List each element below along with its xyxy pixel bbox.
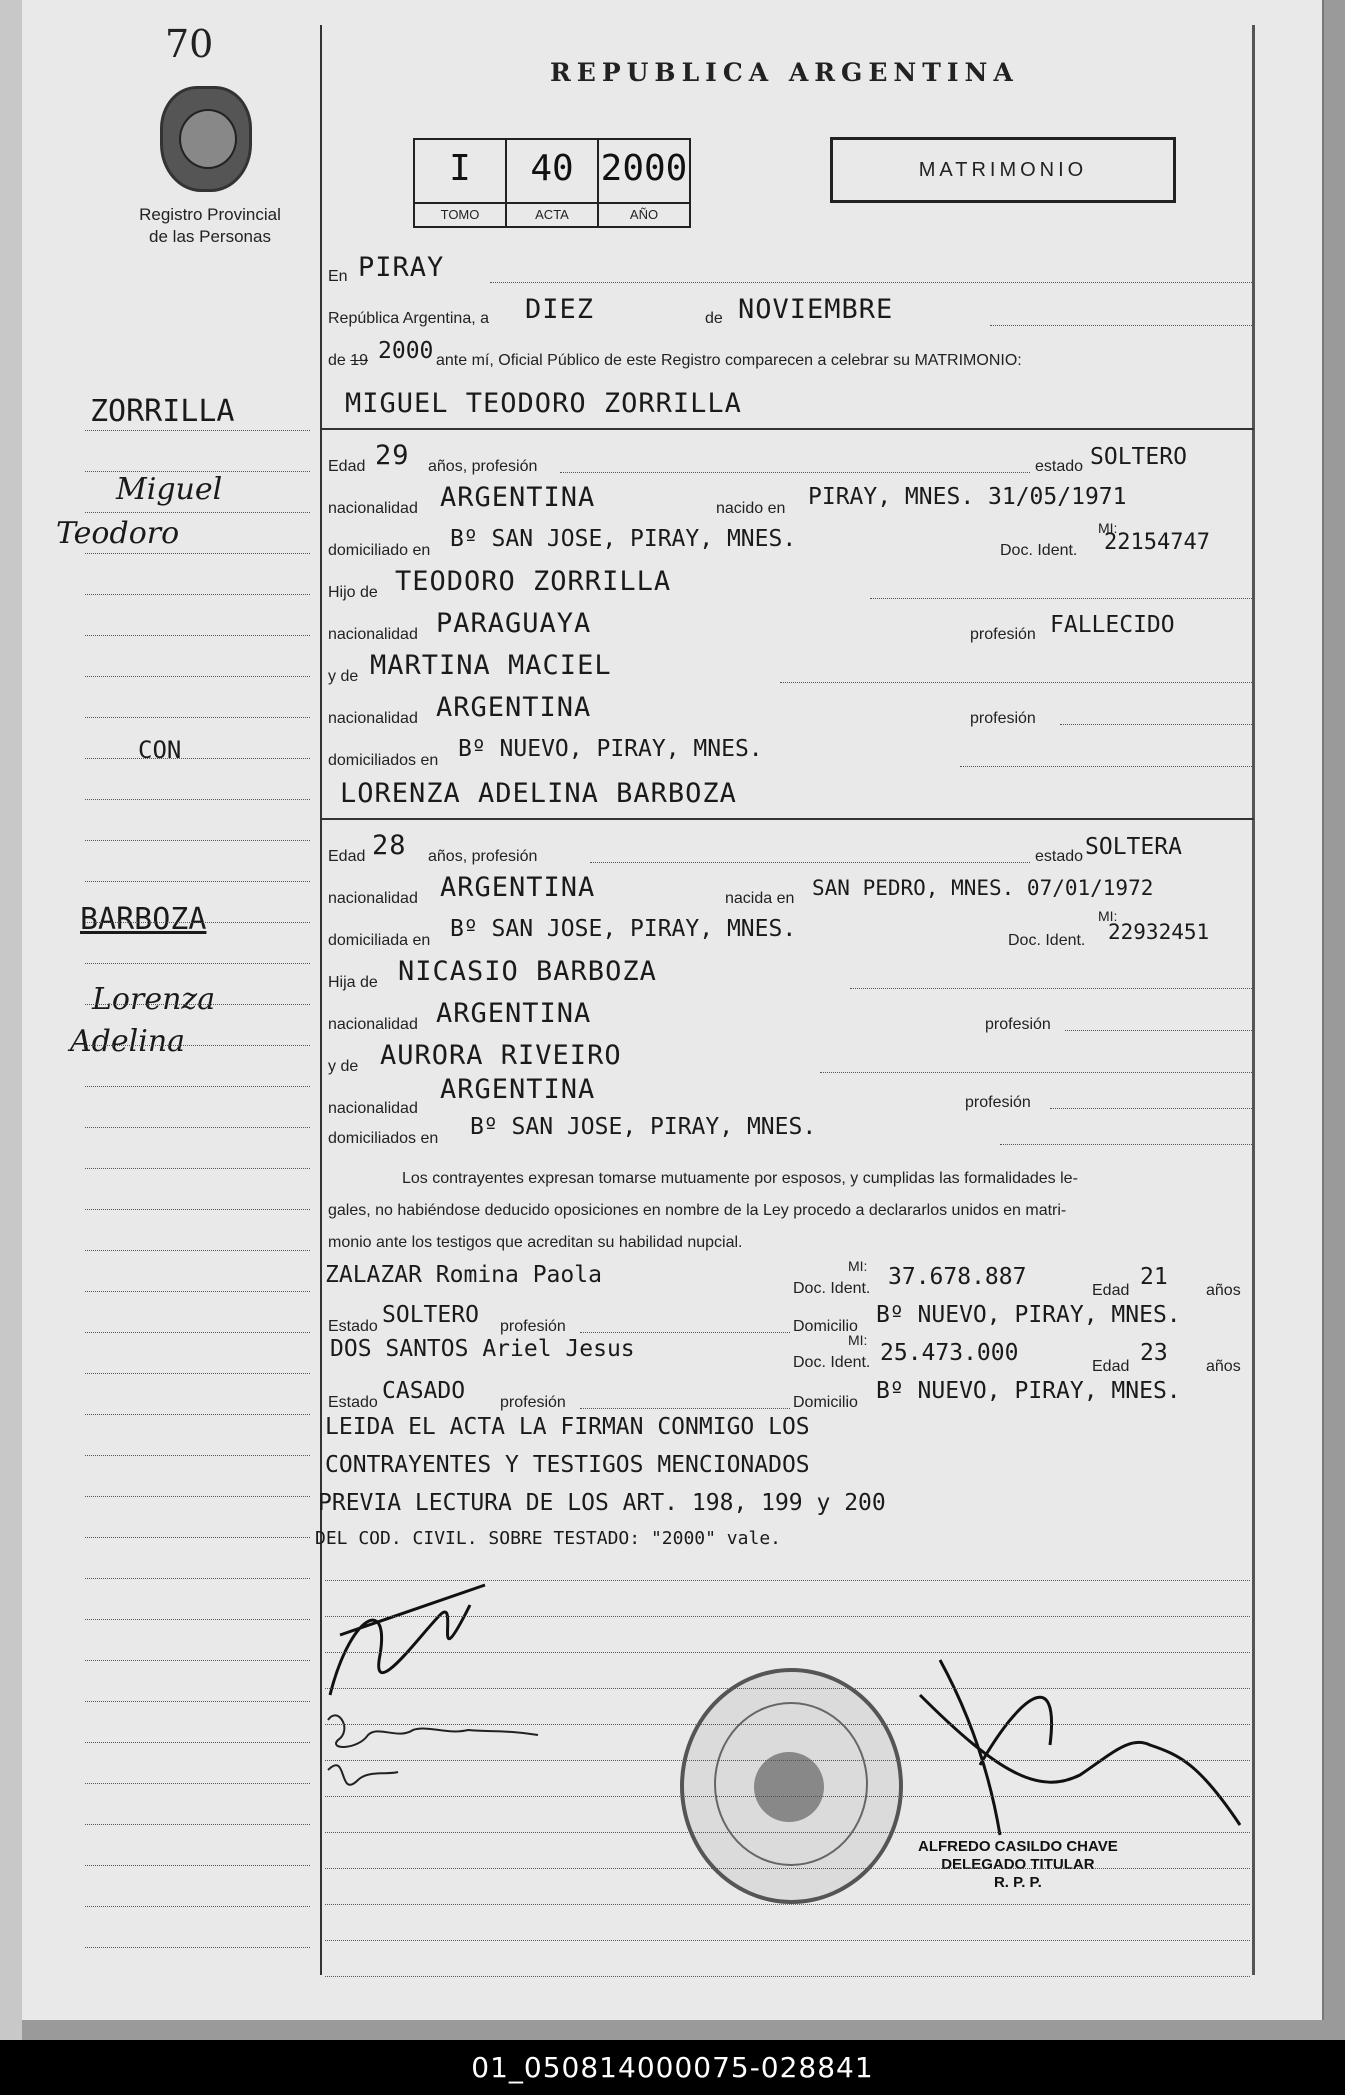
acta-label: ACTA	[507, 202, 597, 226]
domiciliados-value: Bº SAN JOSE, PIRAY, MNES.	[470, 1114, 817, 1140]
anos-label: años	[1206, 1282, 1241, 1299]
dotted-line	[1065, 1030, 1252, 1031]
margin-ruling	[85, 1537, 310, 1538]
registro-provincial: Registro Provincial de las Personas	[139, 205, 281, 246]
doc-value: 22932451	[1108, 920, 1210, 944]
margin-ruling	[85, 1004, 310, 1005]
signature-ruling	[325, 1724, 1250, 1725]
estado-value: SOLTERA	[1085, 834, 1182, 860]
signature-ruling	[325, 1940, 1250, 1941]
nota-linea3: PREVIA LECTURA DE LOS ART. 198, 199 y 200	[318, 1490, 886, 1516]
nota-linea1: LEIDA EL ACTA LA FIRMAN CONMIGO LOS	[325, 1414, 810, 1440]
declaracion-linea3: monio ante los testigos que acreditan su habilidad nupcial.	[328, 1234, 743, 1251]
margin-ruling	[85, 840, 310, 841]
de-label: de	[705, 310, 723, 327]
sheet-edge	[0, 0, 22, 2040]
padre-value: NICASIO BARBOZA	[398, 956, 657, 987]
nacionalidad-value: ARGENTINA	[440, 482, 596, 513]
hija-label: Hija de	[328, 974, 378, 991]
margin-ruling	[85, 635, 310, 636]
margin-ruling	[85, 1783, 310, 1784]
nacionalidad-label: nacionalidad	[328, 500, 418, 517]
signature-ruling	[325, 1796, 1250, 1797]
margin-nombre2a: Lorenza	[92, 982, 216, 1017]
padre-value: TEODORO ZORRILLA	[395, 566, 672, 597]
doc-tipo: MI:	[848, 1258, 868, 1274]
margin-ruling	[85, 758, 310, 759]
dotted-line	[960, 766, 1252, 767]
domiciliados-value: Bº NUEVO, PIRAY, MNES.	[458, 736, 763, 762]
anos-label: años, profesión	[428, 848, 538, 865]
contrayente1-nombre: MIGUEL TEODORO ZORRILLA	[345, 388, 742, 419]
edad-label: Edad	[1092, 1358, 1130, 1375]
doc-label: Doc. Ident.	[1000, 542, 1078, 559]
provincial-seal-icon	[160, 86, 252, 192]
de19-label: de 19	[328, 352, 369, 369]
nacido-label: nacido en	[716, 500, 786, 517]
estado-value: CASADO	[382, 1378, 466, 1404]
prof-madre-label: profesión	[965, 1094, 1031, 1111]
dotted-line	[1050, 1108, 1252, 1109]
comparecen-text: ante mí, Oficial Público de este Registro comparecen a celebrar su MATRIMONIO:	[436, 352, 1022, 369]
margin-ruling	[85, 1045, 310, 1046]
margin-ruling	[85, 1496, 310, 1497]
lugar-value: PIRAY	[358, 252, 445, 283]
nac-madre-label: nacionalidad	[328, 710, 418, 727]
tomo-cell	[415, 140, 507, 226]
signature-ruling	[325, 1580, 1250, 1581]
edad-label: Edad	[1092, 1282, 1130, 1299]
dotted-line	[490, 282, 1252, 283]
nacido-value: PIRAY, MNES. 31/05/1971	[808, 484, 1127, 510]
margin-ruling	[85, 1947, 310, 1948]
signature-ruling	[325, 1652, 1250, 1653]
margin-apellido1: ZORRILLA	[90, 394, 235, 429]
nac-madre-value: ARGENTINA	[436, 692, 592, 723]
signature-ruling	[325, 1868, 1250, 1869]
republica-label: República Argentina, a	[328, 310, 489, 327]
margin-ruling	[85, 799, 310, 800]
margin-ruling	[85, 1086, 310, 1087]
signature-testigos	[318, 1700, 578, 1810]
ano-label: AÑO	[599, 202, 689, 226]
doc-label: Doc. Ident.	[793, 1280, 871, 1297]
domicilio-value: Bº NUEVO, PIRAY, MNES.	[876, 1302, 1181, 1328]
margin-nombre1a: Miguel	[116, 472, 223, 507]
prof-padre-value: FALLECIDO	[1050, 612, 1175, 638]
margin-ruling	[85, 594, 310, 595]
edad-value: 28	[372, 830, 407, 861]
signature-contrayente1	[310, 1575, 500, 1715]
margin-ruling	[85, 1660, 310, 1661]
contrayente2-nombre: LORENZA ADELINA BARBOZA	[340, 778, 737, 809]
margin-ruling	[85, 1332, 310, 1333]
ano-intro-value: 2000	[378, 338, 434, 364]
yde-label: y de	[328, 1058, 359, 1075]
tomo-value: I	[449, 148, 471, 189]
margin-ruling	[85, 963, 310, 964]
nac-madre-label: nacionalidad	[328, 1100, 418, 1117]
testigo1-nombre: ZALAZAR Romina Paola	[325, 1262, 602, 1288]
section-rule	[322, 818, 1254, 820]
dotted-line	[580, 1332, 790, 1333]
margin-ruling	[85, 717, 310, 718]
margin-ruling	[85, 1824, 310, 1825]
margin-ruling	[85, 1291, 310, 1292]
hijo-label: Hijo de	[328, 584, 378, 601]
nota-linea4: DEL COD. CIVIL. SOBRE TESTADO: "2000" vale.	[315, 1528, 781, 1549]
margin-ruling	[85, 1414, 310, 1415]
en-label: En	[328, 268, 348, 285]
edad-label: Edad	[328, 458, 366, 475]
estado-label: Estado	[328, 1394, 378, 1411]
nacionalidad-label: nacionalidad	[328, 890, 418, 907]
dotted-line	[590, 862, 1030, 863]
signature-ruling	[325, 1760, 1250, 1761]
margin-ruling	[85, 1373, 310, 1374]
edad-value: 29	[375, 440, 410, 471]
signature-ruling	[325, 1976, 1250, 1977]
margin-ruling	[85, 1865, 310, 1866]
prof-madre-label: profesión	[970, 710, 1036, 727]
dotted-line	[560, 472, 1030, 473]
yde-label: y de	[328, 668, 359, 685]
margin-ruling	[85, 1742, 310, 1743]
domiciliados-label: domiciliados en	[328, 1130, 439, 1147]
prof-label: profesión	[500, 1318, 566, 1335]
margin-nombre2b: Adelina	[70, 1024, 186, 1059]
prof-padre-label: profesión	[970, 626, 1036, 643]
margin-ruling	[85, 1168, 310, 1169]
doc-label: Doc. Ident.	[1008, 932, 1086, 949]
estado-label: estado	[1035, 458, 1084, 475]
margin-ruling	[85, 1455, 310, 1456]
folio-number: 70	[165, 22, 214, 66]
nac-padre-value: ARGENTINA	[436, 998, 592, 1029]
anos-label: años	[1206, 1358, 1241, 1375]
margin-nombre1b: Teodoro	[56, 516, 180, 551]
signature-ruling	[325, 1688, 1250, 1689]
nac-padre-label: nacionalidad	[328, 626, 418, 643]
ano-cell	[599, 140, 689, 226]
margin-ruling	[85, 1578, 310, 1579]
acta-value: 40	[530, 148, 574, 189]
domicilio-label: Domicilio	[793, 1394, 858, 1411]
prof-label: profesión	[500, 1394, 566, 1411]
estado-value: SOLTERO	[1090, 444, 1187, 470]
domicilio-label: Domicilio	[793, 1318, 858, 1335]
estado-label: Estado	[328, 1318, 378, 1335]
margin-ruling	[85, 430, 310, 431]
domicilio-value: Bº SAN JOSE, PIRAY, MNES.	[450, 526, 797, 552]
doc-tipo: MI:	[848, 1332, 868, 1348]
margin-ruling	[85, 1209, 310, 1210]
edad-value: 23	[1140, 1340, 1168, 1366]
tomo-label: TOMO	[415, 202, 505, 226]
margin-ruling	[85, 922, 310, 923]
declaracion-linea2: gales, no habiéndose deducido oposiciones en nombre de la Ley procedo a declararlos unidos en matri-	[328, 1202, 1067, 1219]
domiciliados-label: domiciliados en	[328, 752, 439, 769]
republica-title: REPUBLICA ARGENTINA	[550, 58, 1019, 87]
estado-label: estado	[1035, 848, 1084, 865]
doc-value: 25.473.000	[880, 1340, 1019, 1366]
margin-ruling	[85, 881, 310, 882]
dotted-line	[1060, 724, 1252, 725]
margin-apellido2: BARBOZA	[80, 902, 207, 937]
nacida-label: nacida en	[725, 890, 795, 907]
oficial-firma: ALFREDO CASILDO CHAVE DELEGADO TITULAR R. P. P.	[918, 1838, 1118, 1891]
nacida-value: SAN PEDRO, MNES. 07/01/1972	[812, 876, 1154, 900]
domicilio-value: Bº SAN JOSE, PIRAY, MNES.	[450, 916, 797, 942]
margin-ruling	[85, 471, 310, 472]
ano-value: 2000	[600, 148, 688, 189]
tomo-acta-box	[413, 138, 691, 228]
signature-ruling	[325, 1616, 1250, 1617]
dotted-line	[990, 325, 1252, 326]
nac-madre-value: ARGENTINA	[440, 1074, 596, 1105]
dotted-line	[850, 988, 1252, 989]
dotted-line	[580, 1408, 790, 1409]
margin-con: CON	[138, 736, 182, 764]
dotted-line	[870, 598, 1252, 599]
nac-padre-value: PARAGUAYA	[436, 608, 592, 639]
edad-label: Edad	[328, 848, 366, 865]
section-rule	[322, 428, 1254, 430]
madre-value: MARTINA MACIEL	[370, 650, 612, 681]
anos-label: años, profesión	[428, 458, 538, 475]
madre-value: AURORA RIVEIRO	[380, 1040, 622, 1071]
dotted-line	[820, 1072, 1252, 1073]
margin-ruling	[85, 553, 310, 554]
acta-cell	[507, 140, 599, 226]
domicilio-label: domiciliado en	[328, 542, 431, 559]
margin-ruling	[85, 676, 310, 677]
margin-ruling	[85, 1619, 310, 1620]
doc-value: 37.678.887	[888, 1264, 1027, 1290]
margin-ruling	[85, 1250, 310, 1251]
nota-linea2: CONTRAYENTES Y TESTIGOS MENCIONADOS	[325, 1452, 810, 1478]
nac-padre-label: nacionalidad	[328, 1016, 418, 1033]
dotted-line	[780, 682, 1252, 683]
margin-ruling	[85, 1701, 310, 1702]
margin-ruling	[85, 512, 310, 513]
doc-value: 22154747	[1104, 530, 1210, 555]
margin-ruling	[85, 1906, 310, 1907]
edad-value: 21	[1140, 1264, 1168, 1290]
estado-value: SOLTERO	[382, 1302, 479, 1328]
doc-tipo: MI:	[1098, 520, 1118, 536]
doc-tipo: MI:	[1098, 908, 1118, 924]
declaracion-linea1: Los contrayentes expresan tomarse mutuamente por esposos, y cumplidas las formalidades le-	[402, 1170, 1078, 1187]
domicilio-label: domiciliada en	[328, 932, 431, 949]
signature-ruling	[325, 1832, 1250, 1833]
footer-codigo: 01_050814000075-028841	[0, 2040, 1345, 2095]
testigo2-nombre: DOS SANTOS Ariel Jesus	[330, 1336, 635, 1362]
margin-ruling	[85, 1127, 310, 1128]
document-type-box: MATRIMONIO	[830, 137, 1176, 203]
nacionalidad-value: ARGENTINA	[440, 872, 596, 903]
dotted-line	[1000, 1144, 1252, 1145]
doc-label: Doc. Ident.	[793, 1354, 871, 1371]
mes-value: NOVIEMBRE	[738, 294, 894, 325]
prof-padre-label: profesión	[985, 1016, 1051, 1033]
dia-value: DIEZ	[525, 294, 595, 325]
signature-ruling	[325, 1904, 1250, 1905]
domicilio-value: Bº NUEVO, PIRAY, MNES.	[876, 1378, 1181, 1404]
